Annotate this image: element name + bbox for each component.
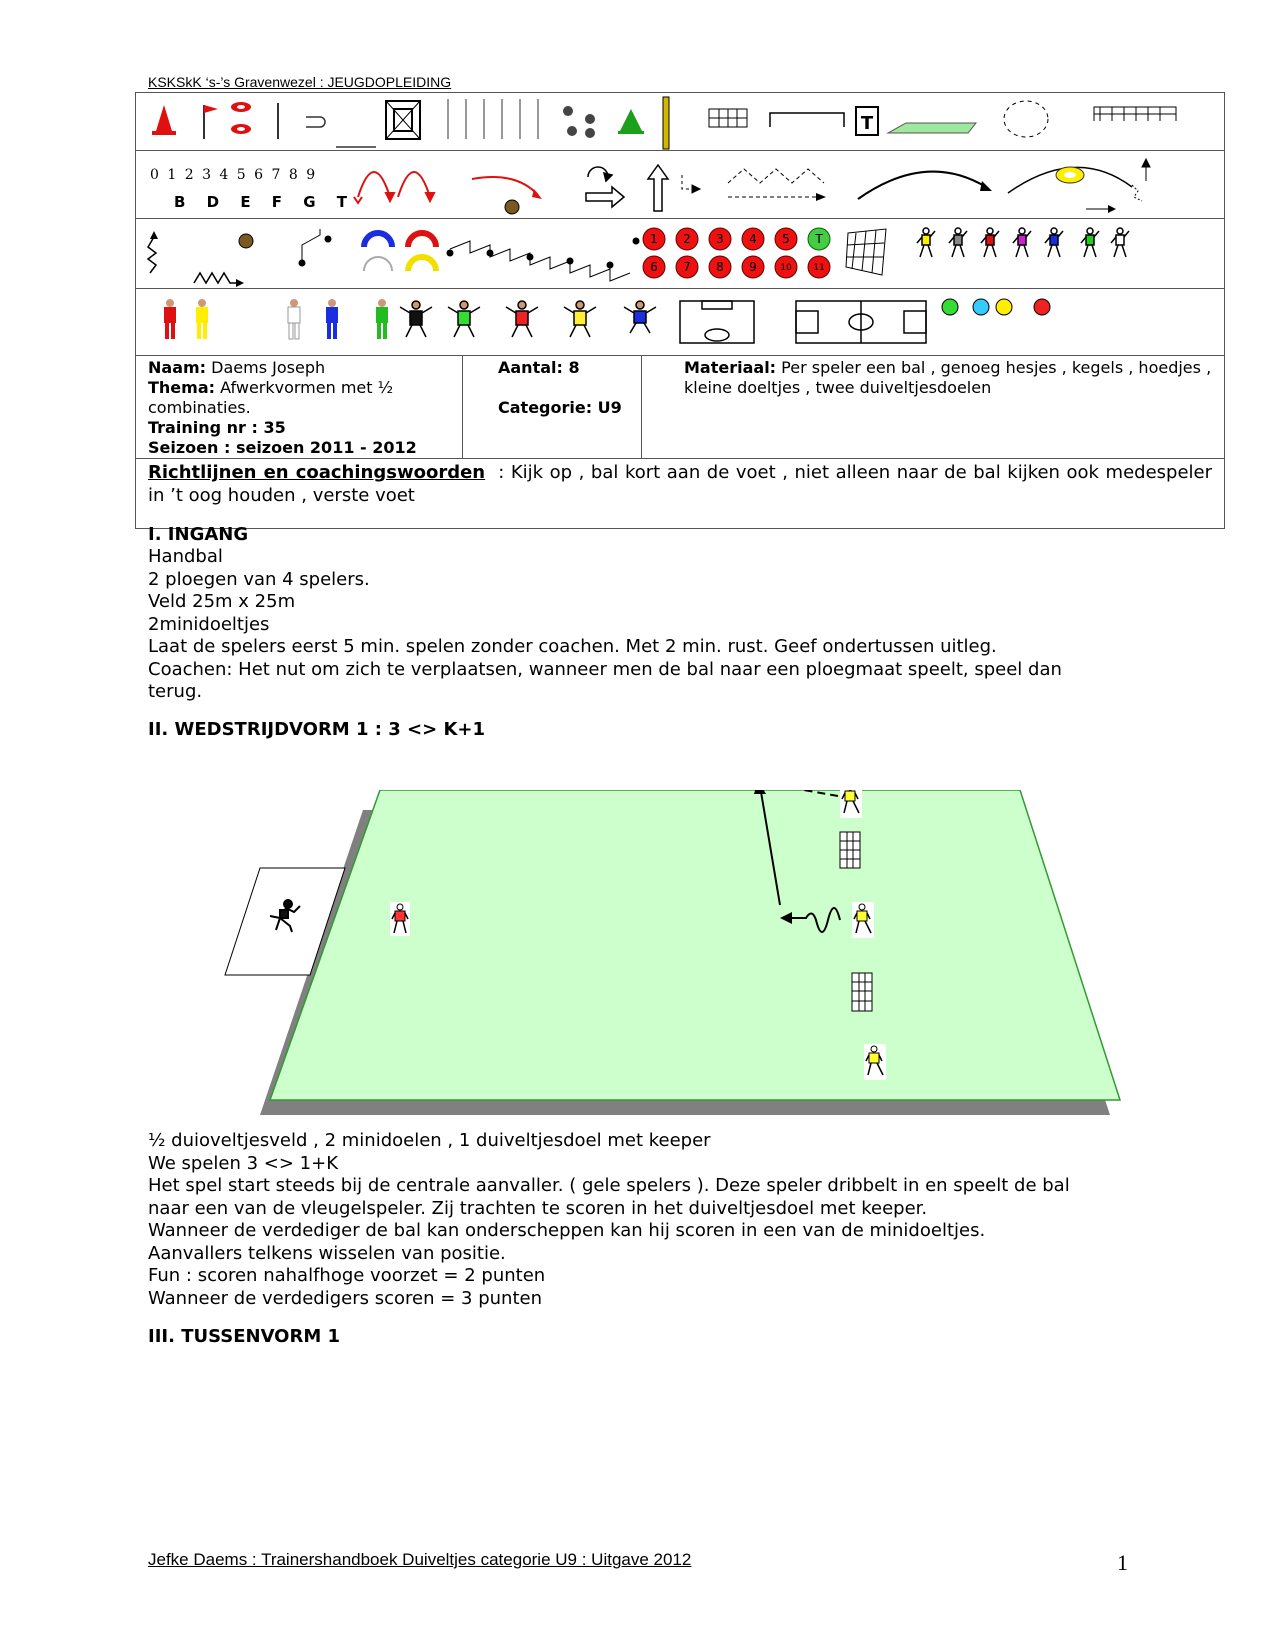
info-col-trainer: Naam: Daems Joseph Thema: Afwerkvormen met ½ combinaties. Training nr : 35 Seizoen : seizoen 2011 - 2012 bbox=[148, 358, 417, 457]
info-col-count bbox=[498, 358, 668, 418]
curved-pass-icon bbox=[472, 177, 542, 214]
players-row-icons bbox=[917, 228, 1129, 257]
attacker-player-center bbox=[852, 902, 874, 938]
balls-icon bbox=[563, 106, 595, 138]
svg-text:6: 6 bbox=[650, 260, 658, 274]
turn-arrow-icon bbox=[586, 167, 624, 207]
zone-box-icon bbox=[386, 101, 420, 139]
dashed-zigzag-icon bbox=[728, 169, 824, 197]
page-header: KSKSkK ‘s-’s Gravenwezel : JEUGDOPLEIDING bbox=[148, 74, 452, 90]
rebounder-goal-icon bbox=[846, 229, 886, 275]
letters-legend: B D E F G T bbox=[174, 193, 356, 211]
trainer-name: Daems Joseph bbox=[211, 358, 326, 377]
svg-text:5: 5 bbox=[782, 232, 790, 246]
free-run-icon bbox=[1132, 159, 1150, 201]
numbered-balls bbox=[643, 228, 830, 278]
mini-goal-icon bbox=[709, 109, 747, 127]
kit-players-icons bbox=[164, 299, 388, 339]
big-goal-icon bbox=[770, 113, 844, 127]
section-1-title: I. INGANG bbox=[148, 524, 249, 545]
svg-text:2: 2 bbox=[683, 232, 691, 246]
flag-icon bbox=[204, 105, 218, 139]
red-arc-icon bbox=[408, 233, 436, 247]
player-count: Aantal: 8 bbox=[498, 358, 580, 377]
section-1-body: Handbal 2 ploegen van 4 spelers. Veld 25m x 25m 2minidoeltjes Laat de spelers eerst 5 min. spelen zonder coachen. Met 2 min. rust. Geef ondertussen uitleg. Coachen: Het nut om zich te verplaatsen, wanneer men de bal naar een ploegmaat speelt, speel dan terug. bbox=[148, 546, 1062, 702]
training-number: Training nr : 35 bbox=[148, 418, 286, 437]
theme-value: Afwerkvormen met ½ combinaties. bbox=[148, 378, 394, 417]
info-col-material: Materiaal: Per speler een bal , genoeg hesjes , kegels , hoedjes , kleine doeltjes , twee duiveltjesdoelen bbox=[684, 358, 1212, 397]
svg-text:T: T bbox=[860, 113, 874, 134]
marker-discs-icon bbox=[231, 102, 251, 134]
net-goal-icon bbox=[1094, 107, 1176, 121]
t-sign-icon bbox=[856, 107, 878, 135]
svg-text:T: T bbox=[815, 232, 823, 246]
digits-legend: 0 1 2 3 4 5 6 7 8 9 bbox=[150, 167, 318, 183]
mini-goal-top bbox=[840, 832, 860, 868]
section-2-title: II. WEDSTRIJDVORM 1 : 3 <> K+1 bbox=[148, 719, 486, 740]
pitch-half-icon bbox=[680, 301, 754, 343]
symbol-legend bbox=[135, 92, 1225, 356]
mini-goal-bottom bbox=[852, 973, 872, 1011]
svg-text:11: 11 bbox=[813, 263, 825, 273]
goal-post-icon bbox=[663, 97, 669, 149]
page-footer: Jefke Daems : Trainershandboek Duiveltjes categorie U9 : Uitgave 2012 bbox=[148, 1550, 692, 1569]
zone-circle-icon bbox=[1004, 101, 1048, 137]
section-3-title: III. TUSSENVORM 1 bbox=[148, 1326, 341, 1347]
blue-arc-icon bbox=[364, 233, 392, 247]
svg-text:8: 8 bbox=[716, 260, 724, 274]
legend-row-1 bbox=[136, 93, 1224, 151]
pitch-full-icon bbox=[796, 301, 926, 343]
yellow-arc-icon bbox=[408, 257, 436, 271]
field bbox=[270, 790, 1120, 1100]
white-arc-icon bbox=[364, 257, 392, 271]
legend-row-3 bbox=[136, 219, 1224, 289]
legend-row-2 bbox=[136, 151, 1224, 219]
ball-icon bbox=[239, 234, 253, 248]
poles-icon bbox=[448, 99, 538, 139]
season: Seizoen : seizoen 2011 - 2012 bbox=[148, 438, 417, 457]
hurdles-icon bbox=[447, 238, 639, 281]
svg-text:3: 3 bbox=[716, 232, 724, 246]
legend-row-4 bbox=[136, 289, 1224, 357]
pass-sequence-icon bbox=[299, 229, 331, 266]
target-curve-icon bbox=[1008, 167, 1132, 213]
smiley-icons bbox=[942, 299, 1050, 315]
defender-player bbox=[390, 902, 410, 936]
svg-text:4: 4 bbox=[749, 232, 757, 246]
dribble-wave-icon bbox=[194, 273, 240, 283]
attacker-player-bottom bbox=[864, 1044, 886, 1080]
svg-text:10: 10 bbox=[780, 263, 792, 273]
svg-text:1: 1 bbox=[650, 232, 658, 246]
coaching-guidelines: Richtlijnen en coachingswoorden : Kijk op , bal kort aan de voet , niet alleen naar de bal kijken ook medespeler in ’t oog houden , verste voet bbox=[148, 462, 1212, 506]
svg-text:9: 9 bbox=[749, 260, 757, 274]
material-list: Per speler een bal , genoeg hesjes , kegels , hoedjes , kleine doeltjes , twee duiveltjesdoelen bbox=[684, 358, 1212, 397]
field-icon bbox=[888, 123, 976, 133]
curve-arrow-icon bbox=[858, 172, 992, 199]
cone-icon bbox=[152, 105, 176, 135]
section-2-body: ½ duioveltjesveld , 2 minidoelen , 1 duiveltjesdoel met keeper We spelen 3 <> 1+K Het spel start steeds bij de centrale aanvaller. ( gele spelers ). Deze speler dribbelt in en speelt de bal naar een van de vleugelspeler. Zij trachten te scoren in het duiveltjesdoel met keeper. Wanneer de verdediger de bal kan onderscheppen kan hij scoren in een van de minidoeltjes. Aanvallers telkens wisselen van positie. Fun : scoren nahalfhoge voorzet = 2 punten Wanneer de verdedigers scoren = 3 punten bbox=[148, 1130, 1070, 1309]
attacker-player-top bbox=[840, 790, 862, 818]
keepers-icons bbox=[400, 301, 656, 337]
hat-cone-icon bbox=[618, 109, 644, 134]
svg-text:7: 7 bbox=[683, 260, 691, 274]
up-arrow-icon bbox=[648, 165, 668, 211]
pass-loop-icon bbox=[306, 117, 325, 127]
drill-diagram bbox=[220, 790, 1130, 1125]
page-number: 1 bbox=[1117, 1550, 1128, 1575]
info-table bbox=[135, 356, 1225, 529]
category: Categorie: U9 bbox=[498, 398, 622, 417]
run-arrow-icon bbox=[682, 175, 700, 193]
dribble-icon bbox=[148, 237, 156, 273]
lob-arc-icon bbox=[354, 172, 434, 203]
